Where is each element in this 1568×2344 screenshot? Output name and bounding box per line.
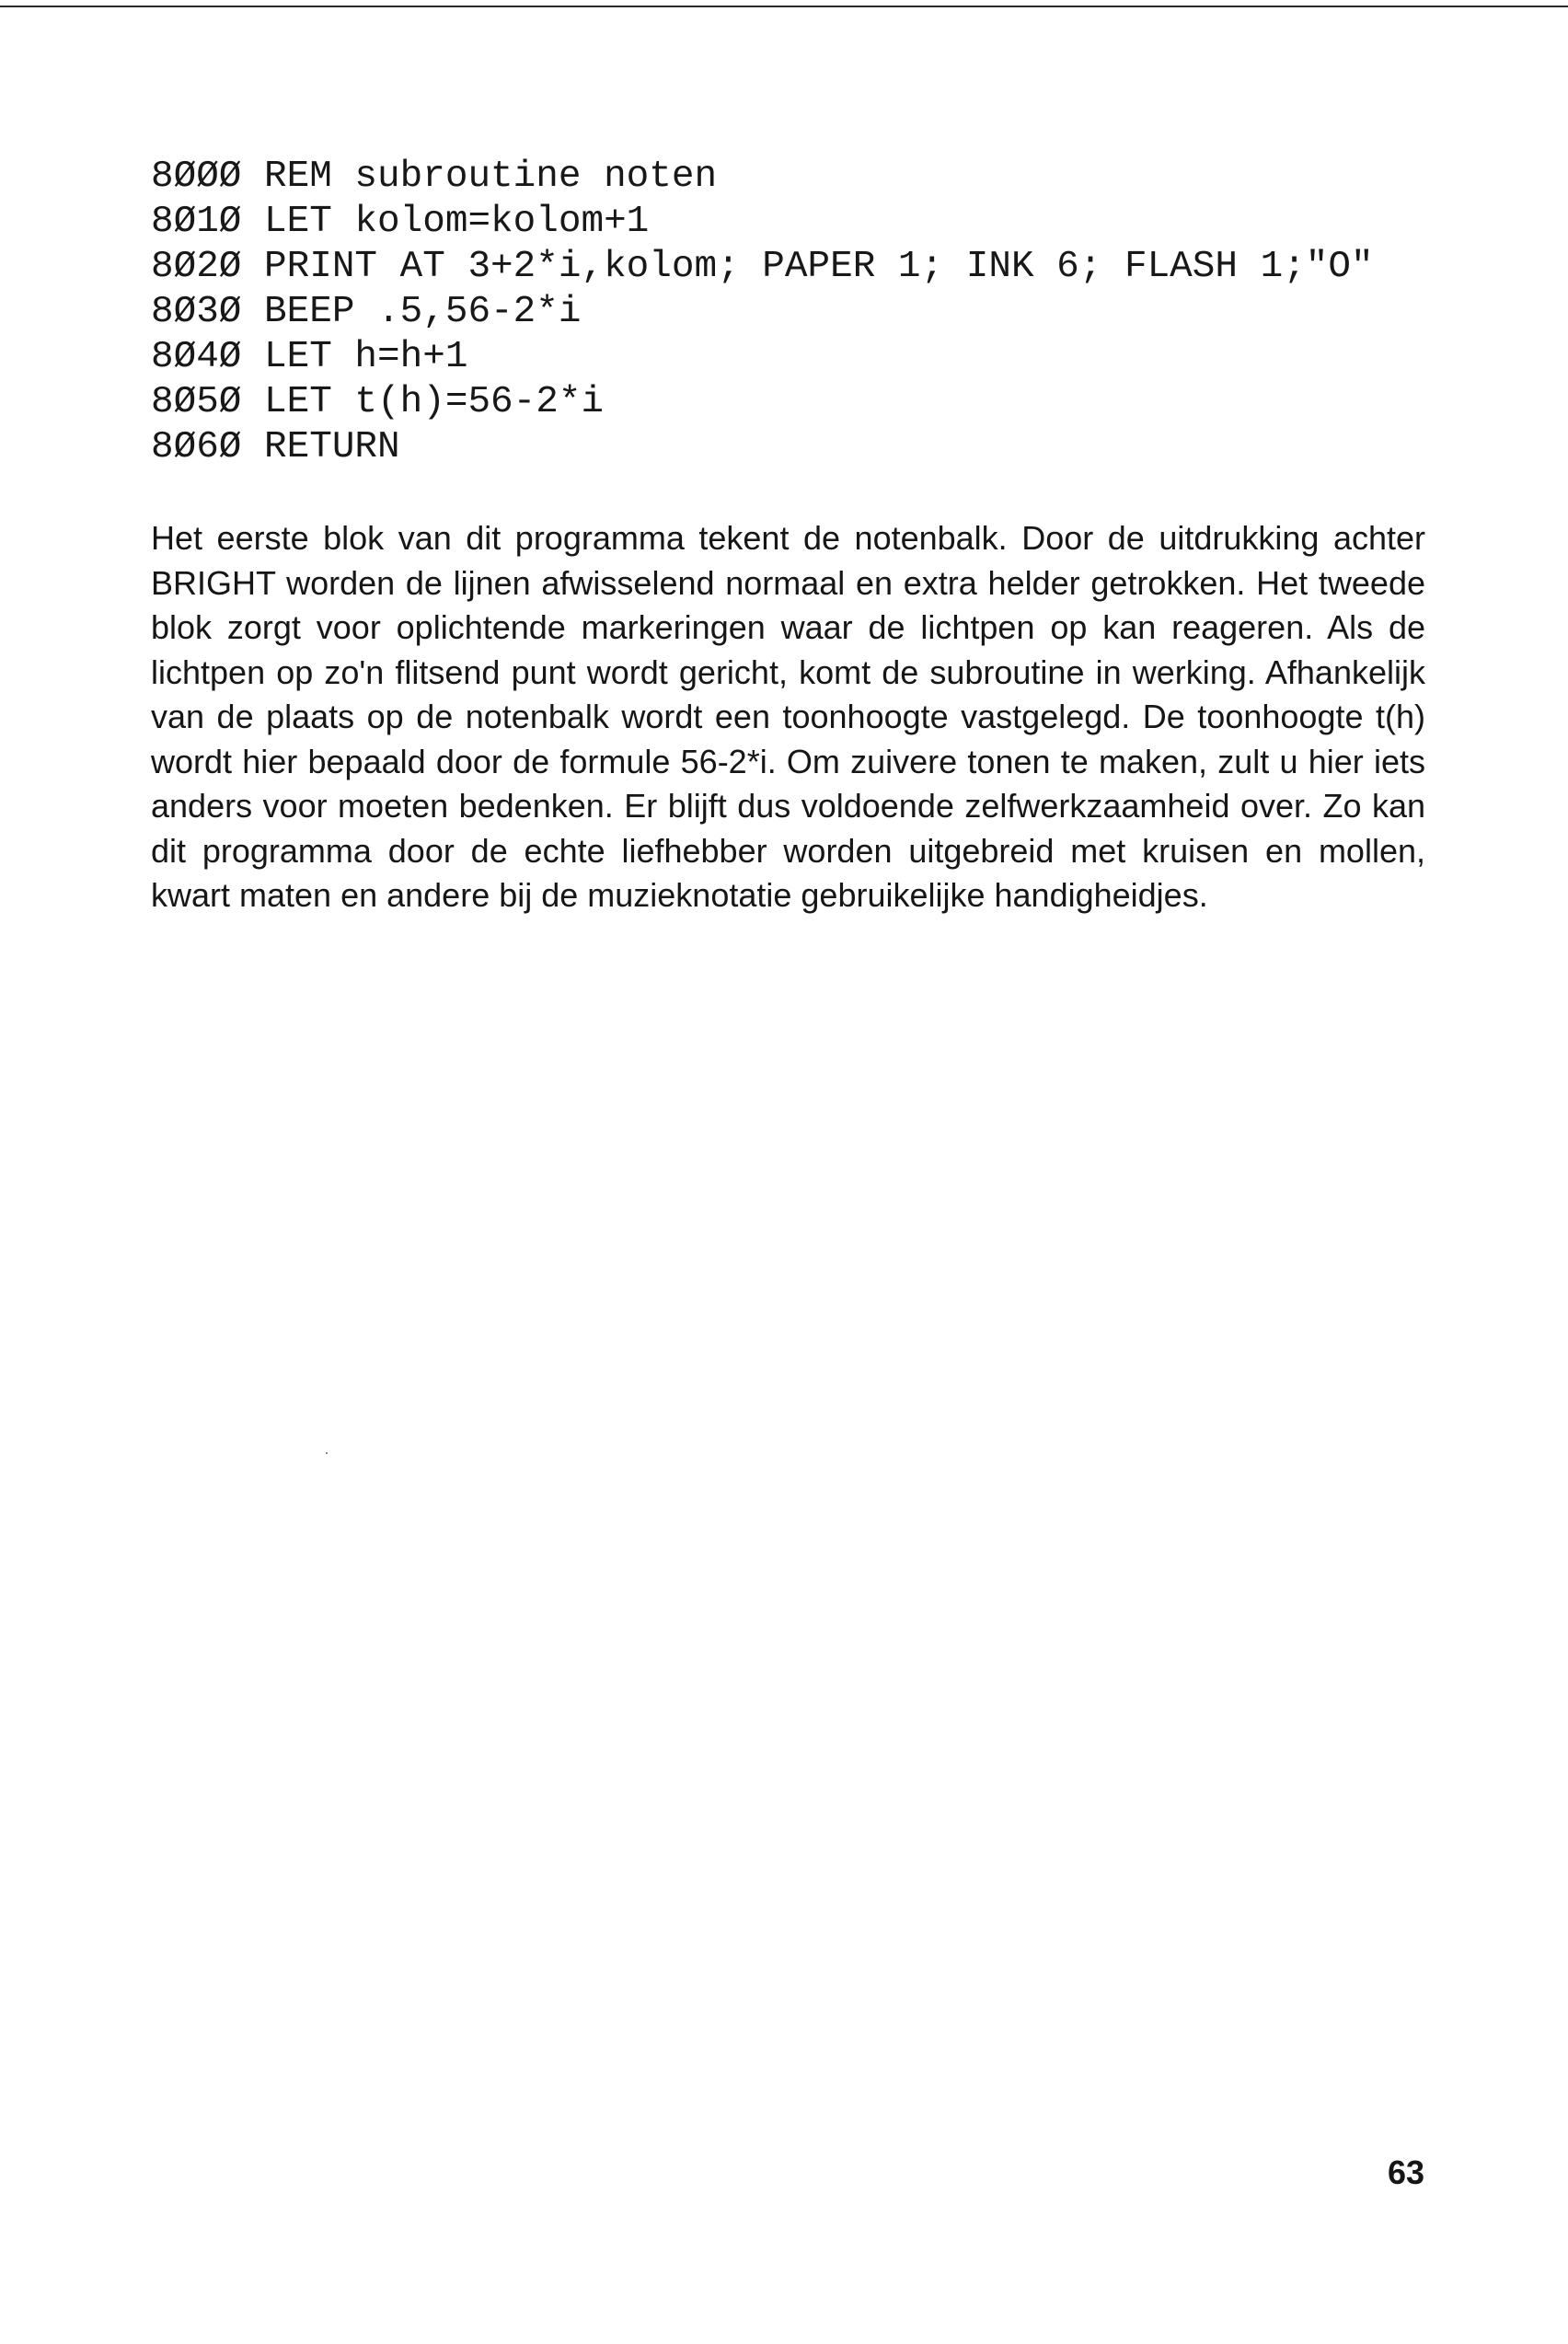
code-line-8030: 8Ø3Ø BEEP .5,56-2*i [151,291,582,333]
code-line-8010: 8Ø1Ø LET kolom=kolom+1 [151,201,650,243]
code-line-8000: 8ØØØ REM subroutine noten [151,156,718,198]
code-line-8040: 8Ø4Ø LET h=h+1 [151,336,468,378]
body-paragraph: Het eerste blok van dit programma tekent de notenbalk. Door de uitdrukking achter BRIGHT worden de lijnen afwisselend normaal en extra helder getrokken. Het tweede blok zorgt voor oplichtende markeringen waar de lichtpen op kan reageren. Als de lichtpen op zo'n flitsend punt wordt gericht, komt de subroutine in werking. Afhankelijk van de plaats op de notenbalk wordt een toonhoogte vastgelegd. De toonhoogte t(h) wordt hier bepaald door de formule 56-2*i. Om zuivere tonen te maken, zult u hier iets anders voor moeten bedenken. Er blijft dus voldoende zelfwerkzaamheid over. Zo kan dit programma door de echte liefhebber worden uitgebreid met kruisen en mollen, kwart maten en andere bij de muzieknotatie gebruikelijke handigheidjes. [151,519,1425,914]
page-number: 63 [1388,2153,1425,2191]
code-listing [151,155,1374,470]
code-line-8050: 8Ø5Ø LET t(h)=56-2*i [151,381,605,423]
stray-dot [326,1452,328,1454]
code-line-8060: 8Ø6Ø RETURN [151,426,400,468]
code-line-8020: 8Ø2Ø PRINT AT 3+2*i,kolom; PAPER 1; INK 6; FLASH 1;"O" [151,246,1374,288]
top-rule [0,6,1568,7]
